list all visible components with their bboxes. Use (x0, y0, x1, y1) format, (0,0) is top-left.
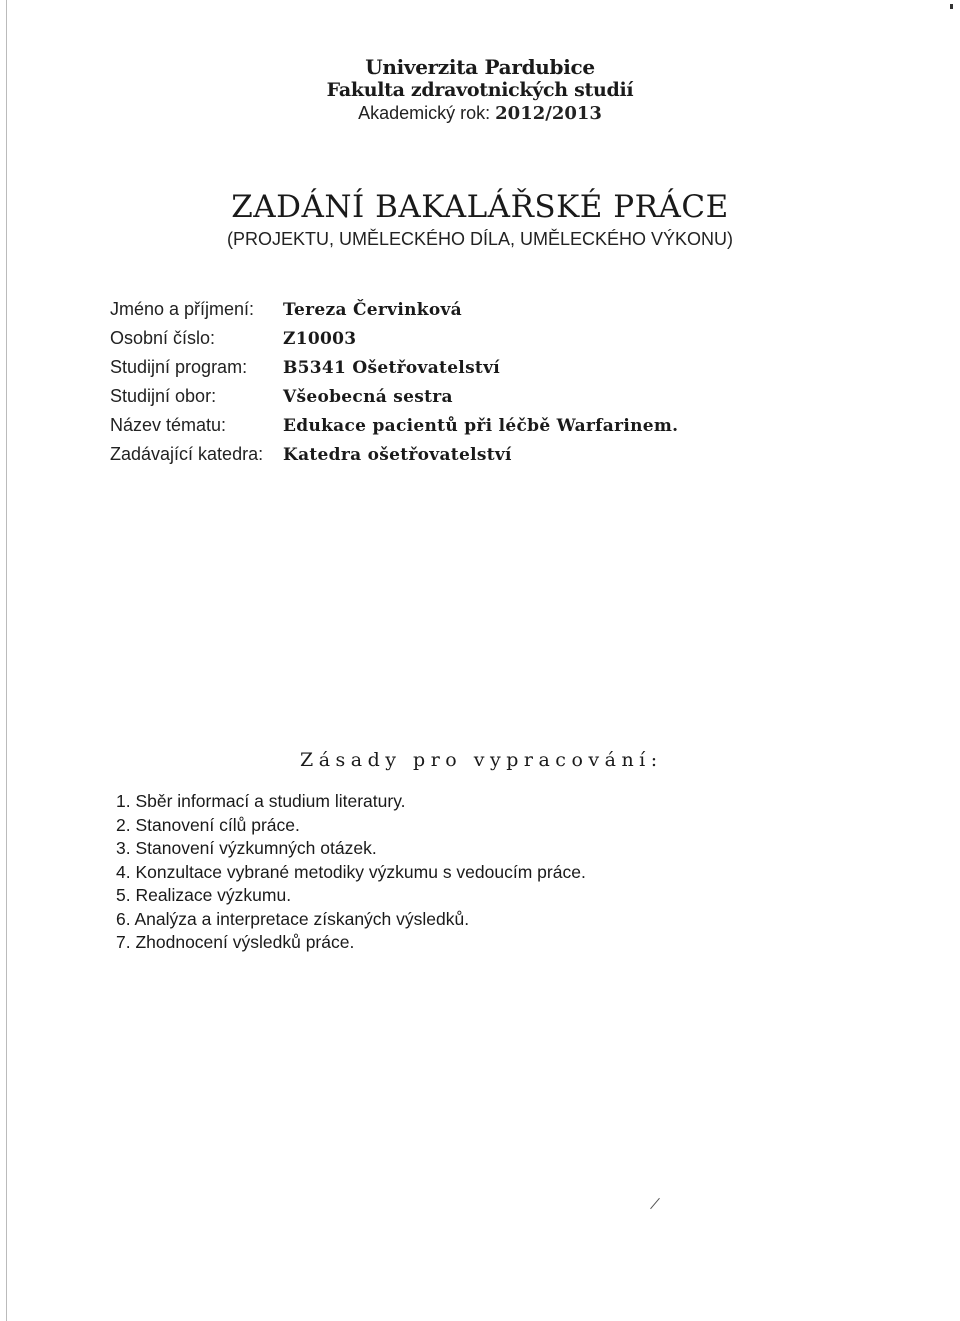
academic-year-value: 2012/2013 (495, 103, 602, 124)
university-name: Univerzita Pardubice (365, 55, 595, 79)
list-item: 4. Konzultace vybrané metodiky výzkumu s vedoucím práce. (116, 861, 586, 882)
list-item: 3. Stanovení výzkumných otázek. (116, 838, 377, 858)
list-item: 1. Sběr informací a studium literatury. (116, 791, 406, 811)
info-value: Z10003 (283, 329, 357, 349)
list-item: 6. Analýza a interpretace získaných výsledků. (116, 908, 470, 929)
document-header (0, 56, 960, 125)
info-value: Tereza Červinková (283, 300, 462, 320)
info-value: Všeobecná sestra (283, 387, 453, 407)
document-title: ZADÁNÍ BAKALÁŘSKÉ PRÁCE (231, 189, 729, 225)
list-item: 2. Stanovení cílů práce. (116, 814, 300, 835)
info-row-topic (110, 415, 678, 444)
principles-list (116, 790, 586, 955)
info-value: Edukace pacientů při léčbě Warfarinem. (283, 416, 679, 436)
info-value: Katedra ošetřovatelství (283, 445, 512, 465)
faculty-name: Fakulta zdravotnických studií (326, 79, 634, 101)
list-item: 7. Zhodnocení výsledků práce. (116, 932, 355, 952)
info-label: Studijní obor: (110, 386, 217, 406)
info-row-name (110, 299, 678, 328)
scan-speck (950, 4, 953, 9)
info-label: Jméno a příjmení: (110, 299, 255, 319)
info-label: Osobní číslo: (110, 328, 216, 348)
info-row-personal-number (110, 328, 678, 357)
info-label: Název tématu: (110, 415, 227, 435)
info-value: B5341 Ošetřovatelství (283, 358, 501, 378)
student-info-block (110, 299, 678, 473)
academic-year (0, 102, 960, 125)
info-row-study-program (110, 357, 678, 386)
info-label: Studijní program: (110, 357, 248, 377)
info-row-study-field (110, 386, 678, 415)
pen-stroke-mark (650, 1198, 660, 1209)
academic-year-label: Akademický rok: (358, 103, 491, 123)
principles-heading: Zásady pro vypracování: (300, 749, 663, 771)
document-subtitle: (PROJEKTU, UMĚLECKÉHO DÍLA, UMĚLECKÉHO VÝKONU) (226, 229, 734, 249)
info-label: Zadávající katedra: (110, 444, 264, 464)
list-item: 5. Realizace výzkumu. (116, 885, 292, 905)
info-row-department (110, 444, 678, 473)
